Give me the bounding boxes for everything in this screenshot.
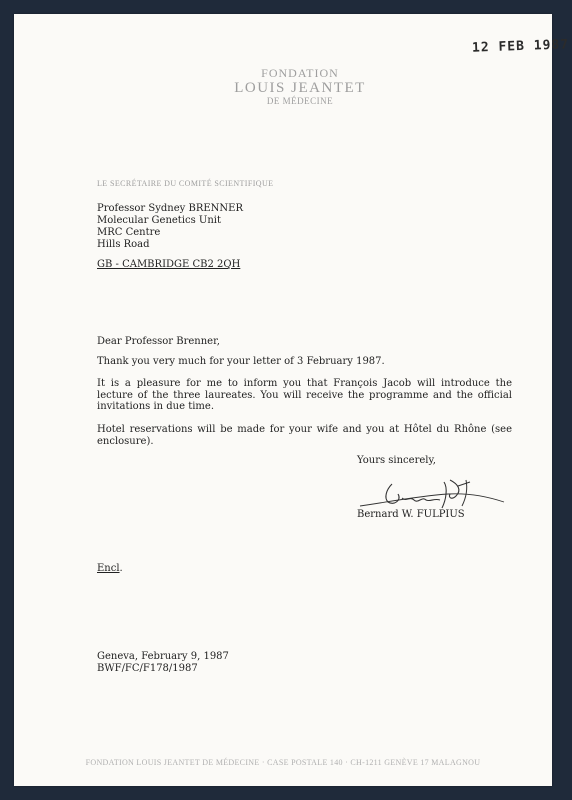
letterhead-line-2: LOUIS JEANTET [234, 80, 366, 96]
place-and-reference [97, 651, 229, 675]
recipient-address [97, 203, 243, 251]
enclosure-label: Encl [97, 563, 120, 574]
greeting: Dear Professor Brenner, [97, 336, 220, 347]
letterhead-footer: FONDATION LOUIS JEANTET DE MÉDECINE · CASE POSTALE 140 · CH-1211 GENÈVE 17 MALAGNOU [85, 758, 481, 767]
enclosure-note [97, 563, 123, 574]
received-date-stamp: 12 FEB 1987 [471, 37, 570, 56]
paragraph-3: Hotel reservations will be made for your wife and you at Hôtel du Rhône (see enclosure). [97, 424, 512, 447]
enclosure-suffix: . [119, 563, 123, 574]
reference-code: BWF/FC/F178/1987 [97, 663, 198, 674]
letterhead [184, 66, 416, 106]
letterhead-line-3: DE MÉDECINE [266, 96, 334, 106]
secretary-heading: LE SECRÉTAIRE DU COMITÉ SCIENTIFIQUE [97, 179, 274, 188]
letterhead-line-1: FONDATION [261, 66, 339, 80]
closing: Yours sincerely, [357, 455, 436, 466]
recipient-line-3: Hills Road [97, 239, 150, 250]
recipient-line-2: MRC Centre [97, 227, 161, 238]
signer-name: Bernard W. FULPIUS [357, 509, 465, 520]
letter-page [14, 14, 570, 786]
recipient-city: GB - CAMBRIDGE CB2 2QH [97, 259, 241, 270]
paragraph-1: Thank you very much for your letter of 3 February 1987. [97, 356, 385, 367]
recipient-line-1: Molecular Genetics Unit [97, 215, 222, 226]
recipient-name: Professor Sydney BRENNER [97, 203, 243, 214]
paragraph-2: It is a pleasure for me to inform you that François Jacob will introduce the lecture of the three laureates. You will receive the programme and the official invitations in due time. [97, 378, 512, 412]
place-date: Geneva, February 9, 1987 [97, 651, 229, 662]
